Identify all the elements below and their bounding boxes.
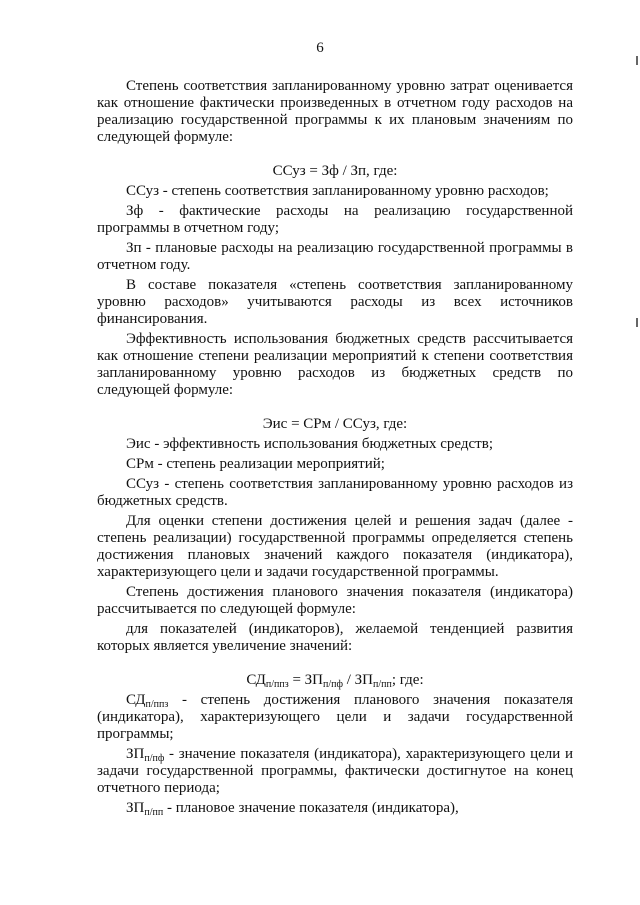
- definition-zp-fact: $ЗП_{п/пф}$ - значение показателя (индикатора), характеризующего цели и задачи государственной программы, фактически достигнутое на конец отчетного периода;: [97, 746, 573, 796]
- edge-mark-middle: [636, 318, 638, 327]
- page-number: 6: [316, 40, 324, 56]
- paragraph-indicator-formula: Степень достижения планового значения показателя (индикатора) рассчитывается по следующей формуле:: [97, 584, 573, 617]
- formula-ccuz: ССуз = Зф / Зп, где:: [272, 163, 398, 179]
- formula-sd: $СД_{п/ппз} = ЗП_{п/пф} / ЗП_{п/пп}$; где:: [246, 672, 424, 690]
- document-body: [97, 78, 573, 817]
- paragraph-cost-compliance: Степень соответствия запланированному уровню затрат оценивается как отношение фактически произведенных в отчетном году расходов на реализацию государственной программы к их плановым значениям по следующей формуле:: [97, 78, 573, 145]
- definition-eis: Эис - эффективность использования бюджетных средств;: [126, 436, 493, 452]
- definition-sd: $СД_{п/ппз}$ - степень достижения планового значения показателя (индикатора), характеризующего цели и задачи государственной программы;: [97, 692, 573, 742]
- edge-mark-top: [636, 56, 638, 65]
- definition-ccuz: ССуз - степень соответствия запланированному уровню расходов;: [126, 183, 549, 199]
- definition-zp: Зп - плановые расходы на реализацию государственной программы в отчетном году.: [97, 240, 573, 273]
- definition-zf: Зф - фактические расходы на реализацию государственной программы в отчетном году;: [97, 203, 573, 236]
- paragraph-efficiency: Эффективность использования бюджетных средств рассчитывается как отношение степени реализации мероприятий к степени соответствия запланированному уровню расходов из бюджетных средств по следующей формуле:: [97, 331, 573, 398]
- definition-zp-plan: $ЗП_{п/пп}$ - плановое значение показателя (индикатора),: [126, 800, 459, 818]
- paragraph-increasing-indicators: для показателей (индикаторов), желаемой тенденцией развития которых является увеличение значений:: [97, 621, 573, 654]
- definition-ccuz-budget: ССуз - степень соответствия запланированному уровню расходов из бюджетных средств.: [97, 476, 573, 509]
- paragraph-goal-achievement: Для оценки степени достижения целей и решения задач (далее - степень реализации) государственной программы определяется степень достижения плановых значений каждого показателя (индикатора), характеризующего цели и задачи государственной программы.: [97, 513, 573, 580]
- formula-eis: Эис = СРм / ССуз, где:: [262, 416, 408, 432]
- paragraph-sources: В составе показателя «степень соответствия запланированному уровню расходов» учитываются расходы из всех источников финансирования.: [97, 277, 573, 327]
- definition-srm: СРм - степень реализации мероприятий;: [126, 456, 385, 472]
